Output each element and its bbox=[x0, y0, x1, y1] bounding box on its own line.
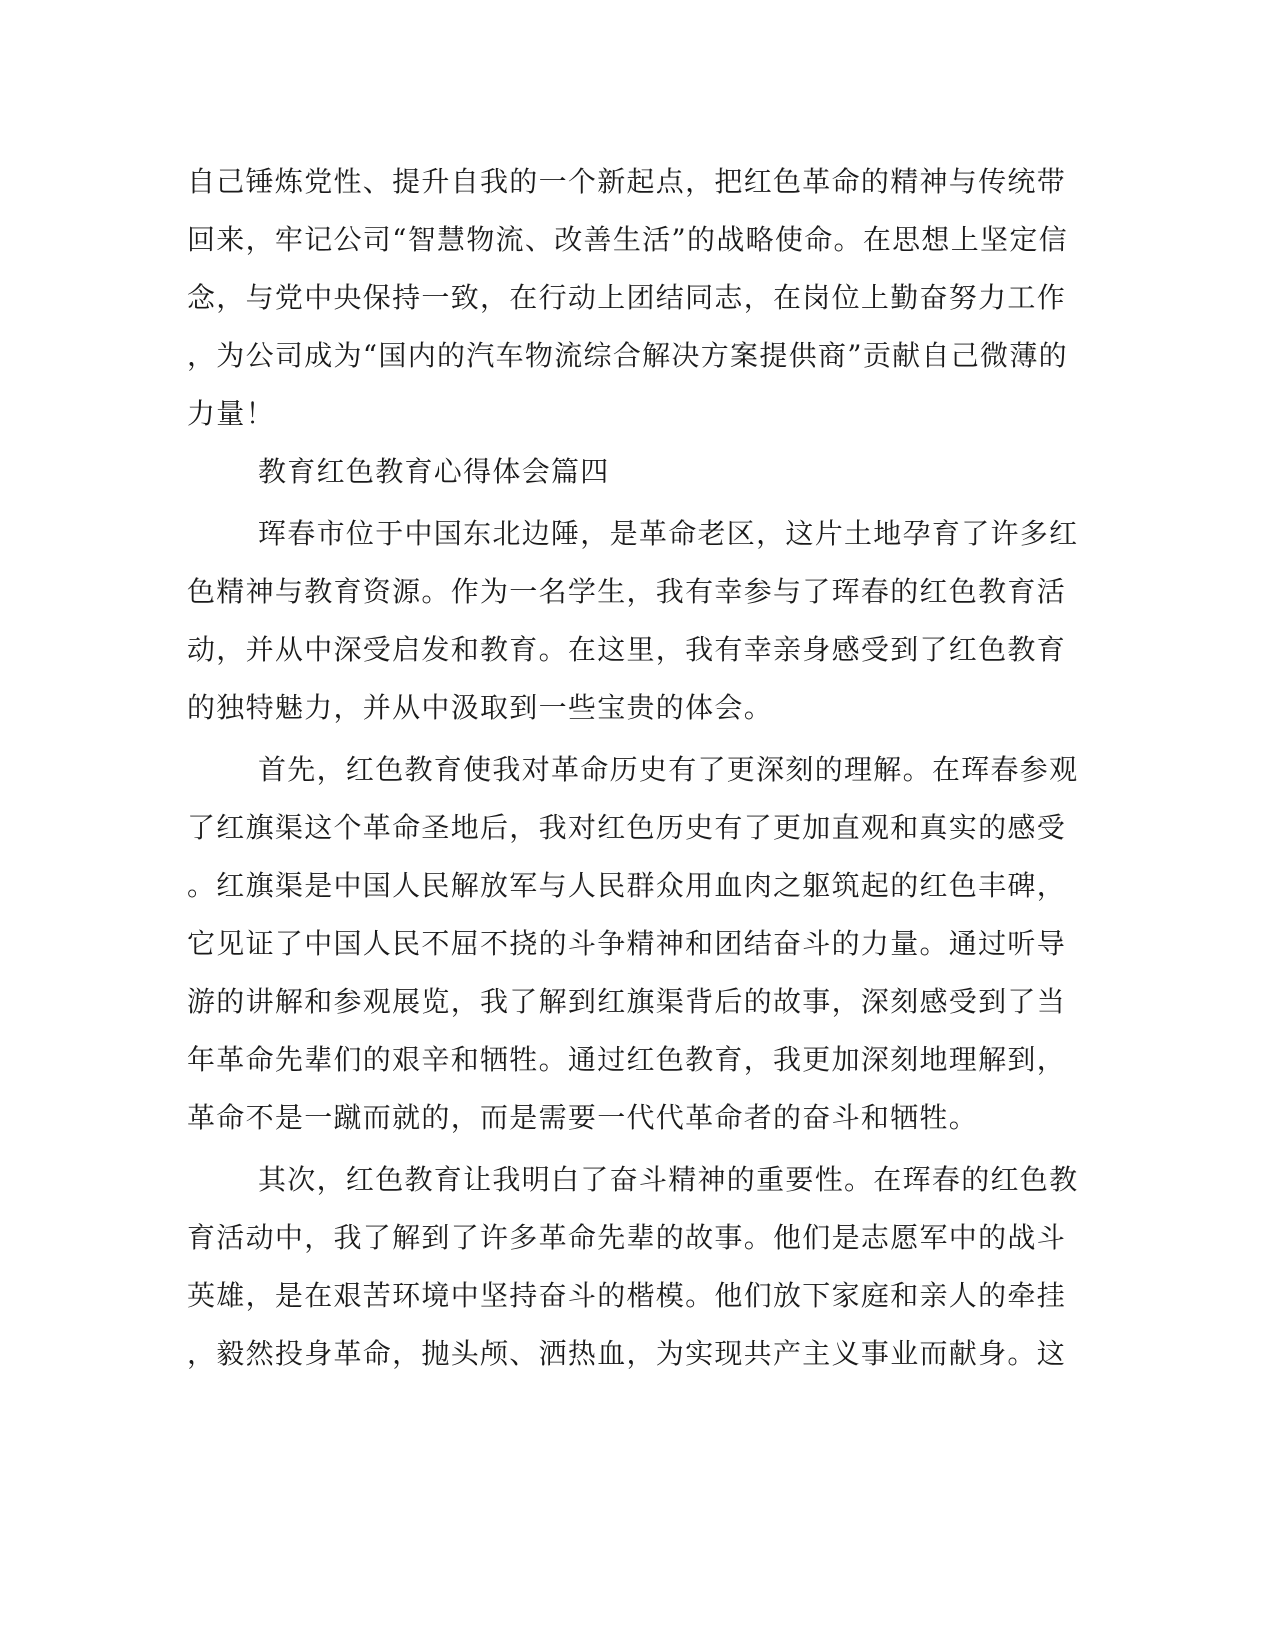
section-heading: 教育红色教育心得体会篇四 bbox=[258, 455, 610, 488]
text-line: 了红旗渠这个革命圣地后，我对红色历史有了更加直观和真实的感受 bbox=[187, 811, 1067, 844]
text-line: 念，与党中央保持一致，在行动上团结同志，在岗位上勤奋努力工作 bbox=[187, 281, 1067, 314]
paragraph-first-line: 珲春市位于中国东北边陲，是革命老区，这片土地孕育了许多红 bbox=[258, 517, 1079, 550]
text-line: 色精神与教育资源。作为一名学生，我有幸参与了珲春的红色教育活 bbox=[187, 575, 1067, 608]
text-line: 英雄，是在艰苦环境中坚持奋斗的楷模。他们放下家庭和亲人的牵挂 bbox=[187, 1279, 1067, 1312]
text-line: 育活动中，我了解到了许多革命先辈的故事。他们是志愿军中的战斗 bbox=[187, 1221, 1067, 1254]
text-line: 力量！ bbox=[187, 397, 275, 430]
paragraph-first-line: 首先，红色教育使我对革命历史有了更深刻的理解。在珲春参观 bbox=[258, 753, 1079, 786]
paragraph-first-line: 其次，红色教育让我明白了奋斗精神的重要性。在珲春的红色教 bbox=[258, 1163, 1079, 1196]
text-line: 革命不是一蹴而就的，而是需要一代代革命者的奋斗和牺牲。 bbox=[187, 1101, 979, 1134]
text-line: 它见证了中国人民不屈不挠的斗争精神和团结奋斗的力量。通过听导 bbox=[187, 927, 1067, 960]
text-line: 游的讲解和参观展览，我了解到红旗渠背后的故事，深刻感受到了当 bbox=[187, 985, 1067, 1018]
text-line: ，毅然投身革命，抛头颅、洒热血，为实现共产主义事业而献身。这 bbox=[187, 1337, 1067, 1370]
text-line: 年革命先辈们的艰辛和牺牲。通过红色教育，我更加深刻地理解到， bbox=[187, 1043, 1067, 1076]
text-line: 。红旗渠是中国人民解放军与人民群众用血肉之躯筑起的红色丰碑， bbox=[187, 869, 1067, 902]
text-line: 回来，牢记公司“智慧物流、改善生活”的战略使命。在思想上坚定信 bbox=[187, 223, 1068, 256]
text-line: 自己锤炼党性、提升自我的一个新起点，把红色革命的精神与传统带 bbox=[187, 165, 1067, 198]
text-line: 动，并从中深受启发和教育。在这里，我有幸亲身感受到了红色教育 bbox=[187, 633, 1067, 666]
text-line: 的独特魅力，并从中汲取到一些宝贵的体会。 bbox=[187, 691, 774, 724]
text-line: ，为公司成为“国内的汽车物流综合解决方案提供商”贡献自己微薄的 bbox=[187, 339, 1068, 372]
